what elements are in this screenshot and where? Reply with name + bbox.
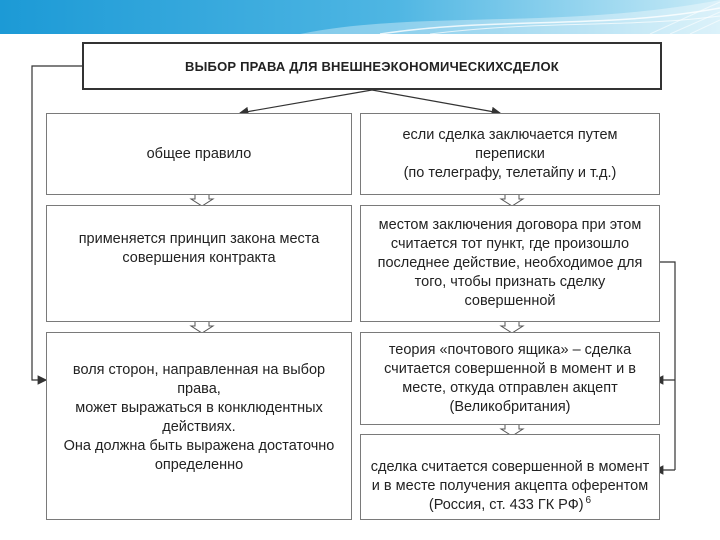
place-principle-box	[46, 205, 352, 322]
last-action-text: местом заключения договора при этом считается тот пункт, где произошло последнее действие, необходимое для того, чтобы признать сделку совершенной	[377, 217, 643, 309]
parties-will-box	[46, 332, 352, 520]
diagram-title	[82, 42, 662, 90]
place-principle-text: применяется принцип закона места совершения контракта	[78, 231, 320, 266]
acceptance-box	[360, 434, 660, 520]
page-number: 6	[585, 494, 592, 506]
mailbox-theory-text: теория «почтового ящика» – сделка считается совершенной в момент и в месте, откуда отправлен акцепт (Великобритания)	[384, 341, 636, 415]
general-rule-box	[46, 113, 352, 195]
acceptance-body: сделка считается совершенной в момент и в месте получения акцепта оферентом (Россия, ст. 433 ГК РФ)	[370, 458, 650, 513]
correspondence-text: если сделка заключается путем переписки (по телеграфу, телетайпу и т.д.)	[402, 126, 618, 181]
parties-will-text: воля сторон, направленная на выбор права, может выражаться в конклюдентных действиях. Она должна быть выражена достаточно определенно	[63, 362, 335, 473]
correspondence-box	[360, 113, 660, 195]
acceptance-text	[371, 439, 649, 516]
last-action-box	[360, 205, 660, 322]
general-rule-text: общее правило	[146, 145, 252, 162]
diagram-title-text: ВЫБОР ПРАВА ДЛЯ ВНЕШНЕЭКОНОМИЧЕСКИХСДЕЛОК	[185, 58, 559, 74]
mailbox-theory-box	[360, 332, 660, 425]
